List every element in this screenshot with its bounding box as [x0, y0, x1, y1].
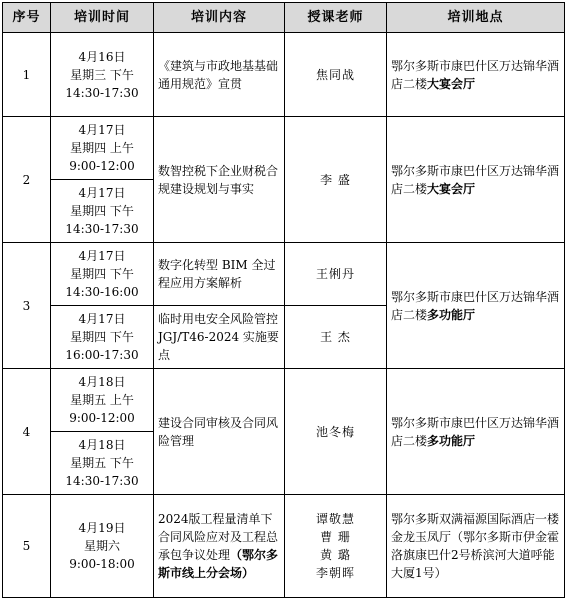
- header-time: 培训时间: [51, 3, 154, 33]
- training-time: 4月17日 星期四 上午 9:00-12:00: [51, 117, 154, 180]
- training-time: 4月19日 星期六 9:00-18:00: [51, 495, 154, 598]
- place-address: 鄂尔多斯市康巴什区万达锦华酒店二楼: [391, 58, 560, 91]
- row-number: 4: [3, 369, 51, 495]
- row-number: 2: [3, 117, 51, 243]
- table-row: [3, 33, 565, 117]
- header-content: 培训内容: [154, 3, 285, 33]
- training-time: 4月18日 星期五 上午 9:00-12:00: [51, 369, 154, 432]
- training-place: 鄂尔多斯双满福源国际酒店一楼金龙玉凤厅（鄂尔多斯市伊金霍洛旗康巴什2号桥滨河大道呼能大厦1号）: [387, 495, 565, 598]
- header-row: [3, 3, 565, 33]
- teacher-name: 李 盛: [285, 117, 387, 243]
- table-row: [3, 243, 565, 306]
- header-place: 培训地点: [387, 3, 565, 33]
- row-number: 3: [3, 243, 51, 369]
- place-hall: 大宴会厅: [427, 76, 476, 91]
- training-content: 建设合同审核及合同风险管理: [154, 369, 285, 495]
- training-time: 4月17日 星期四 下午 14:30-16:00: [51, 243, 154, 306]
- training-time: 4月18日 星期五 下午 14:30-17:30: [51, 432, 154, 495]
- row-number: 5: [3, 495, 51, 598]
- training-schedule-table: [2, 2, 565, 598]
- training-time: 4月16日 星期三 下午 14:30-17:30: [51, 33, 154, 117]
- training-place: [387, 117, 565, 243]
- teacher-names: 谭敬慧 曹 珊 黄 璐 李朝晖: [285, 495, 387, 598]
- place-hall: 多功能厅: [427, 307, 476, 322]
- place-hall: 多功能厅: [427, 433, 476, 448]
- training-place: [387, 243, 565, 369]
- teacher-name: 焦同战: [285, 33, 387, 117]
- place-address: 鄂尔多斯市康巴什区万达锦华酒店二楼: [391, 415, 560, 448]
- place-address: 鄂尔多斯市康巴什区万达锦华酒店二楼: [391, 163, 560, 196]
- training-time: 4月17日 星期四 下午 16:00-17:30: [51, 306, 154, 369]
- place-hall: 大宴会厅: [427, 181, 476, 196]
- training-content: 数智控税下企业财税合规建设规划与事实: [154, 117, 285, 243]
- teacher-name: 王 杰: [285, 306, 387, 369]
- teacher-name: 池冬梅: [285, 369, 387, 495]
- training-content: 《建筑与市政地基基础通用规范》宣贯: [154, 33, 285, 117]
- table-row: [3, 369, 565, 432]
- table-row: [3, 117, 565, 180]
- training-time: 4月17日 星期四 下午 14:30-17:30: [51, 180, 154, 243]
- training-content: 临时用电安全风险管控 JGJ/T46-2024 实施要点: [154, 306, 285, 369]
- place-address: 鄂尔多斯市康巴什区万达锦华酒店二楼: [391, 289, 560, 322]
- training-content: [154, 495, 285, 598]
- content-venue-note: （鄂尔多斯市线上分会场）: [158, 548, 279, 580]
- content-text: 2024版工程量清单下合同风险应对及工程总承包争议处理: [158, 512, 279, 562]
- training-place: [387, 369, 565, 495]
- header-teacher: 授课老师: [285, 3, 387, 33]
- training-place: [387, 33, 565, 117]
- training-content: 数字化转型 BIM 全过程应用方案解析: [154, 243, 285, 306]
- header-no: 序号: [3, 3, 51, 33]
- row-number: 1: [3, 33, 51, 117]
- table-row: [3, 495, 565, 598]
- teacher-name: 王俐丹: [285, 243, 387, 306]
